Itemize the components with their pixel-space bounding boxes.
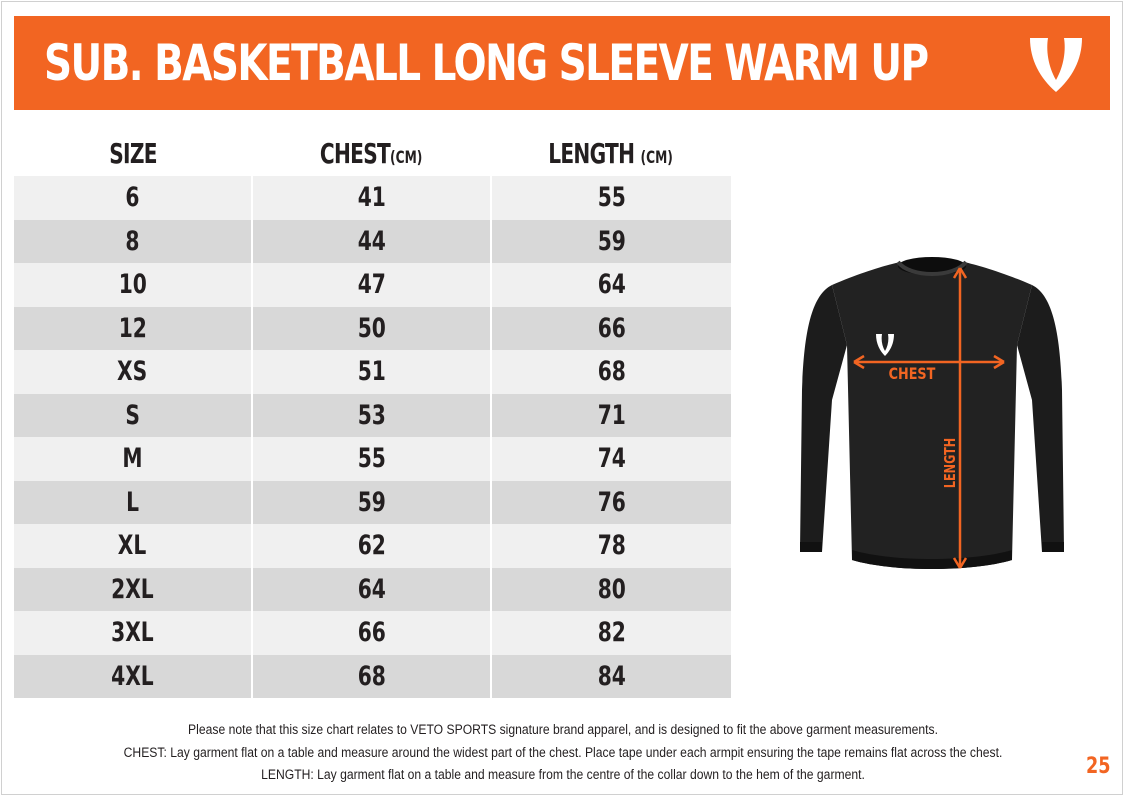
size-cell xyxy=(14,568,252,612)
table-row xyxy=(14,568,731,612)
chest-value: 62 xyxy=(357,530,386,562)
table-row xyxy=(14,350,731,394)
size-value: XS xyxy=(117,356,148,388)
size-value: 4XL xyxy=(111,660,154,692)
length-value: 64 xyxy=(597,269,626,301)
veto-v-logo-icon xyxy=(1026,36,1086,94)
table-row xyxy=(14,481,731,525)
length-measure-label: LENGTH xyxy=(942,437,960,489)
table-row xyxy=(14,611,731,655)
chest-cell xyxy=(252,655,491,699)
table-row xyxy=(14,263,731,307)
size-value: 2XL xyxy=(111,573,154,605)
size-cell xyxy=(14,655,252,699)
length-cell xyxy=(491,655,731,699)
length-value: 74 xyxy=(597,443,626,475)
table-row xyxy=(14,655,731,699)
length-value: 55 xyxy=(597,182,626,214)
length-cell xyxy=(491,176,731,220)
size-cell xyxy=(14,481,252,525)
size-header-label: SIZE xyxy=(109,136,157,170)
note-length: LENGTH: Lay garment flat on a table and measure from the centre of the collar down to the hem of the garment. xyxy=(261,767,865,782)
page-title: SUB. BASKETBALL LONG SLEEVE WARM UP xyxy=(44,34,928,92)
table-header-row xyxy=(14,130,731,176)
chest-cell xyxy=(252,350,491,394)
table-row xyxy=(14,524,731,568)
size-cell xyxy=(14,437,252,481)
table-row xyxy=(14,307,731,351)
length-header-label: LENGTH xyxy=(548,136,635,170)
chest-cell xyxy=(252,568,491,612)
length-cell xyxy=(491,350,731,394)
chest-cell xyxy=(252,176,491,220)
length-cell xyxy=(491,220,731,264)
length-value: 68 xyxy=(597,356,626,388)
length-value: 78 xyxy=(597,530,626,562)
length-cell xyxy=(491,611,731,655)
chest-value: 64 xyxy=(357,573,386,605)
chest-cell xyxy=(252,220,491,264)
length-cell xyxy=(491,307,731,351)
chest-value: 47 xyxy=(357,269,386,301)
chest-cell xyxy=(252,394,491,438)
length-cell xyxy=(491,263,731,307)
chest-column-header xyxy=(252,130,491,176)
table-row xyxy=(14,176,731,220)
size-cell xyxy=(14,307,252,351)
chest-header-label: CHEST xyxy=(320,136,391,170)
size-value: 6 xyxy=(125,182,140,214)
chest-value: 66 xyxy=(357,617,386,649)
chest-measure-label: CHEST xyxy=(888,365,936,384)
table-row xyxy=(14,394,731,438)
size-column-header xyxy=(14,130,252,176)
chest-cell xyxy=(252,307,491,351)
chest-cell xyxy=(252,481,491,525)
size-chart-table xyxy=(14,130,731,698)
chest-cell xyxy=(252,437,491,481)
chest-cell xyxy=(252,263,491,307)
measurement-notes xyxy=(0,719,1126,787)
length-cell xyxy=(491,524,731,568)
length-value: 71 xyxy=(597,399,626,431)
length-value: 66 xyxy=(597,312,626,344)
size-value: L xyxy=(126,486,139,518)
table-row xyxy=(14,220,731,264)
chest-cell xyxy=(252,524,491,568)
chest-value: 44 xyxy=(357,225,386,257)
length-value: 84 xyxy=(597,660,626,692)
long-sleeve-shirt-icon xyxy=(792,250,1072,580)
chest-value: 59 xyxy=(357,486,386,518)
chest-value: 55 xyxy=(357,443,386,475)
length-value: 80 xyxy=(597,573,626,605)
size-value: 10 xyxy=(118,269,147,301)
length-value: 76 xyxy=(597,486,626,518)
size-value: 12 xyxy=(118,312,147,344)
size-cell xyxy=(14,394,252,438)
length-value: 82 xyxy=(597,617,626,649)
note-disclaimer: Please note that this size chart relates to VETO SPORTS signature brand apparel, and is designed to fit the above garment measurements. xyxy=(188,722,938,737)
size-cell xyxy=(14,350,252,394)
chest-unit-label: (CM) xyxy=(390,147,423,168)
length-cell xyxy=(491,437,731,481)
size-value: XL xyxy=(118,530,147,562)
size-cell xyxy=(14,263,252,307)
length-column-header xyxy=(491,130,731,176)
length-cell xyxy=(491,568,731,612)
table-row xyxy=(14,437,731,481)
size-cell xyxy=(14,611,252,655)
chest-value: 50 xyxy=(357,312,386,344)
size-value: 3XL xyxy=(111,617,154,649)
size-cell xyxy=(14,176,252,220)
note-chest: CHEST: Lay garment flat on a table and measure around the widest part of the chest. Place tape under each armpit ensuring the tape remains flat across the chest. xyxy=(123,744,1003,760)
size-value: 8 xyxy=(125,225,140,257)
chest-value: 41 xyxy=(357,182,386,214)
length-cell xyxy=(491,394,731,438)
page-number: 25 xyxy=(1086,754,1111,779)
size-cell xyxy=(14,220,252,264)
length-value: 59 xyxy=(597,225,626,257)
size-value: M xyxy=(122,443,143,475)
chest-value: 68 xyxy=(357,660,386,692)
size-cell xyxy=(14,524,252,568)
length-unit-label: (CM) xyxy=(640,147,674,168)
title-banner xyxy=(14,16,1110,110)
chest-value: 51 xyxy=(357,356,386,388)
length-cell xyxy=(491,481,731,525)
chest-cell xyxy=(252,611,491,655)
chest-value: 53 xyxy=(357,399,386,431)
size-value: S xyxy=(125,399,140,431)
